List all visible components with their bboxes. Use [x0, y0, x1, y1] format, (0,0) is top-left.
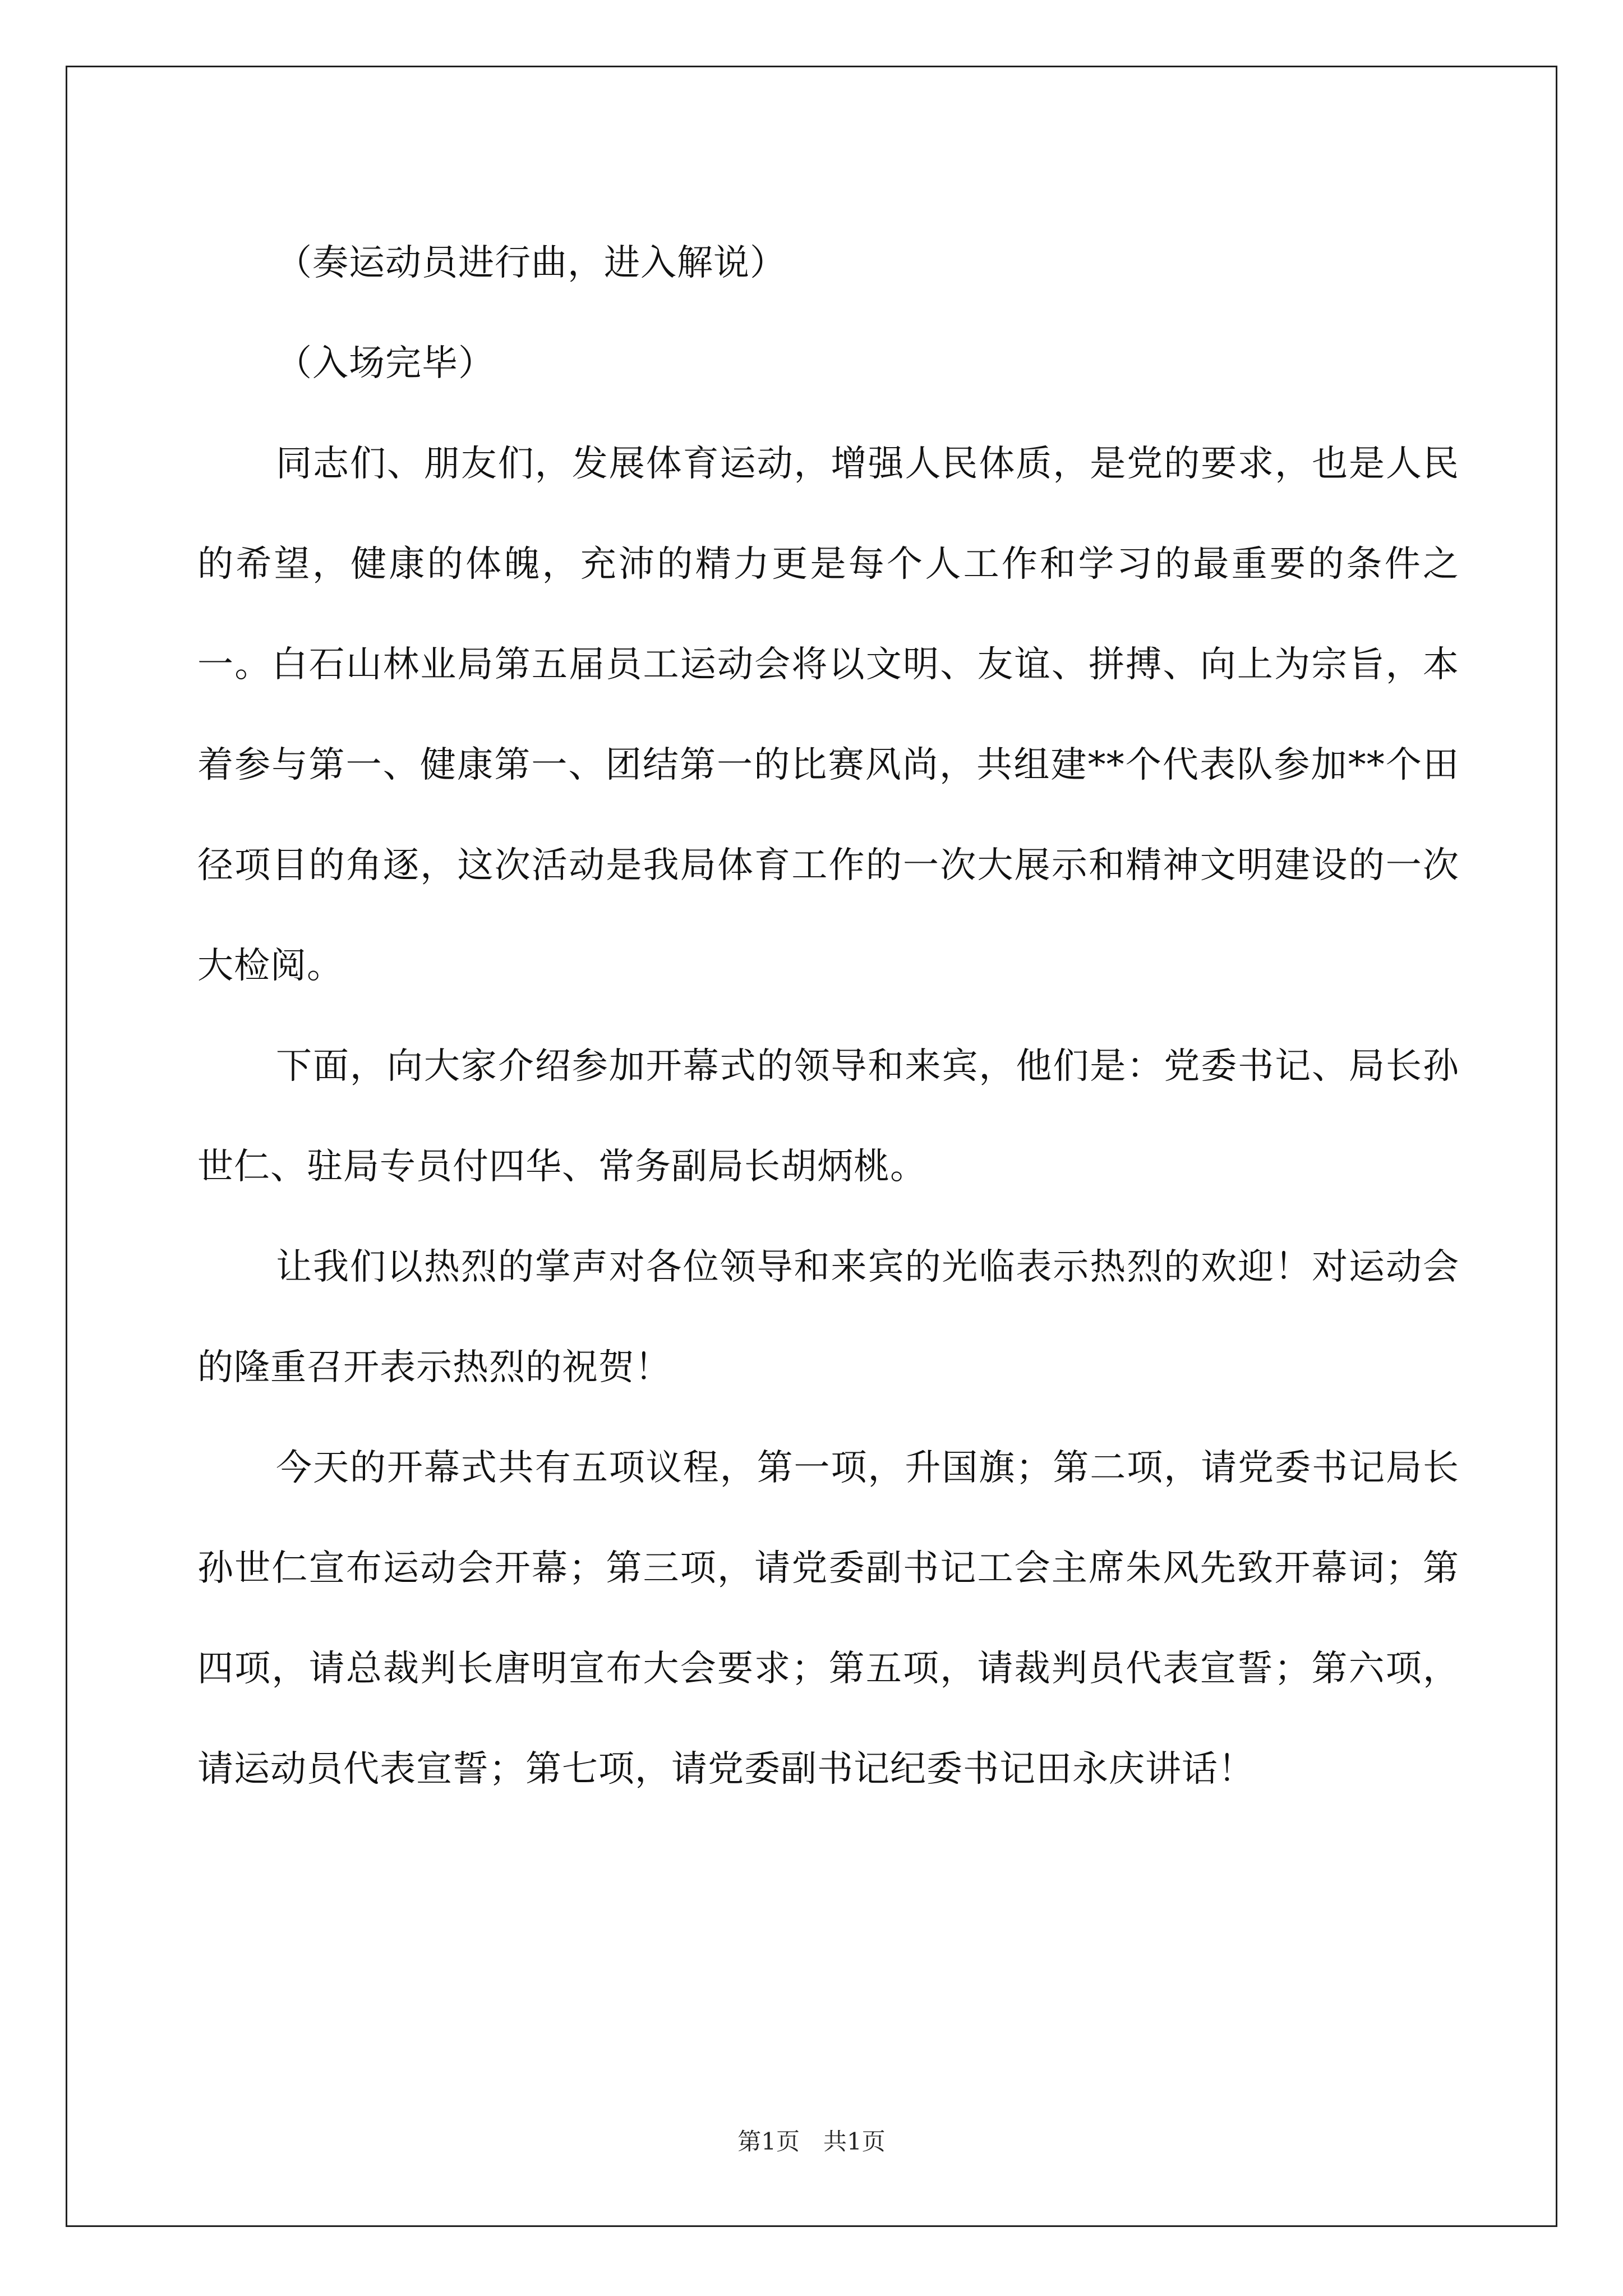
- paragraph-welcome: 让我们以热烈的掌声对各位领导和来宾的光临表示热烈的欢迎！对运动会的隆重召开表示热烈的祝贺！: [197, 1246, 1459, 1388]
- paragraph-guest-introduction: 下面，向大家介绍参加开幕式的领导和来宾，他们是：党委书记、局长孙世仁、驻局专员付四华、常务副局长胡炳桃。: [197, 1046, 1459, 1188]
- paragraph-agenda: 今天的开幕式共有五项议程，第一项，升国旗；第二项，请党委书记局长孙世仁宣布运动会开幕；第三项，请党委副书记工会主席朱风先致开幕词；第四项，请总裁判长唐明宣布大会要求；第五项，请裁判员代表宣誓；第六项，请运动员代表宣誓；第七项，请党委副书记纪委书记田永庆讲话！: [197, 1447, 1459, 1790]
- document-body: [197, 213, 1459, 1820]
- paragraph-opening-remarks: 同志们、朋友们，发展体育运动，增强人民体质，是党的要求，也是人民的希望，健康的体魄，充沛的精力更是每个人工作和学习的最重要的条件之一。白石山林业局第五届员工运动会将以文明、友谊、拼搏、向上为宗旨，本着参与第一、健康第一、团结第一的比赛风尚，共组建**个代表队参加**个田径项目的角逐，这次活动是我局体育工作的一次大展示和精神文明建设的一次大检阅。: [197, 443, 1459, 987]
- paragraph-music-cue: （奏运动员进行曲，进入解说）: [276, 242, 786, 284]
- page-number-footer: 第1页 共1页: [737, 2128, 886, 2155]
- paragraph-entry-complete: （入场完毕）: [276, 343, 495, 384]
